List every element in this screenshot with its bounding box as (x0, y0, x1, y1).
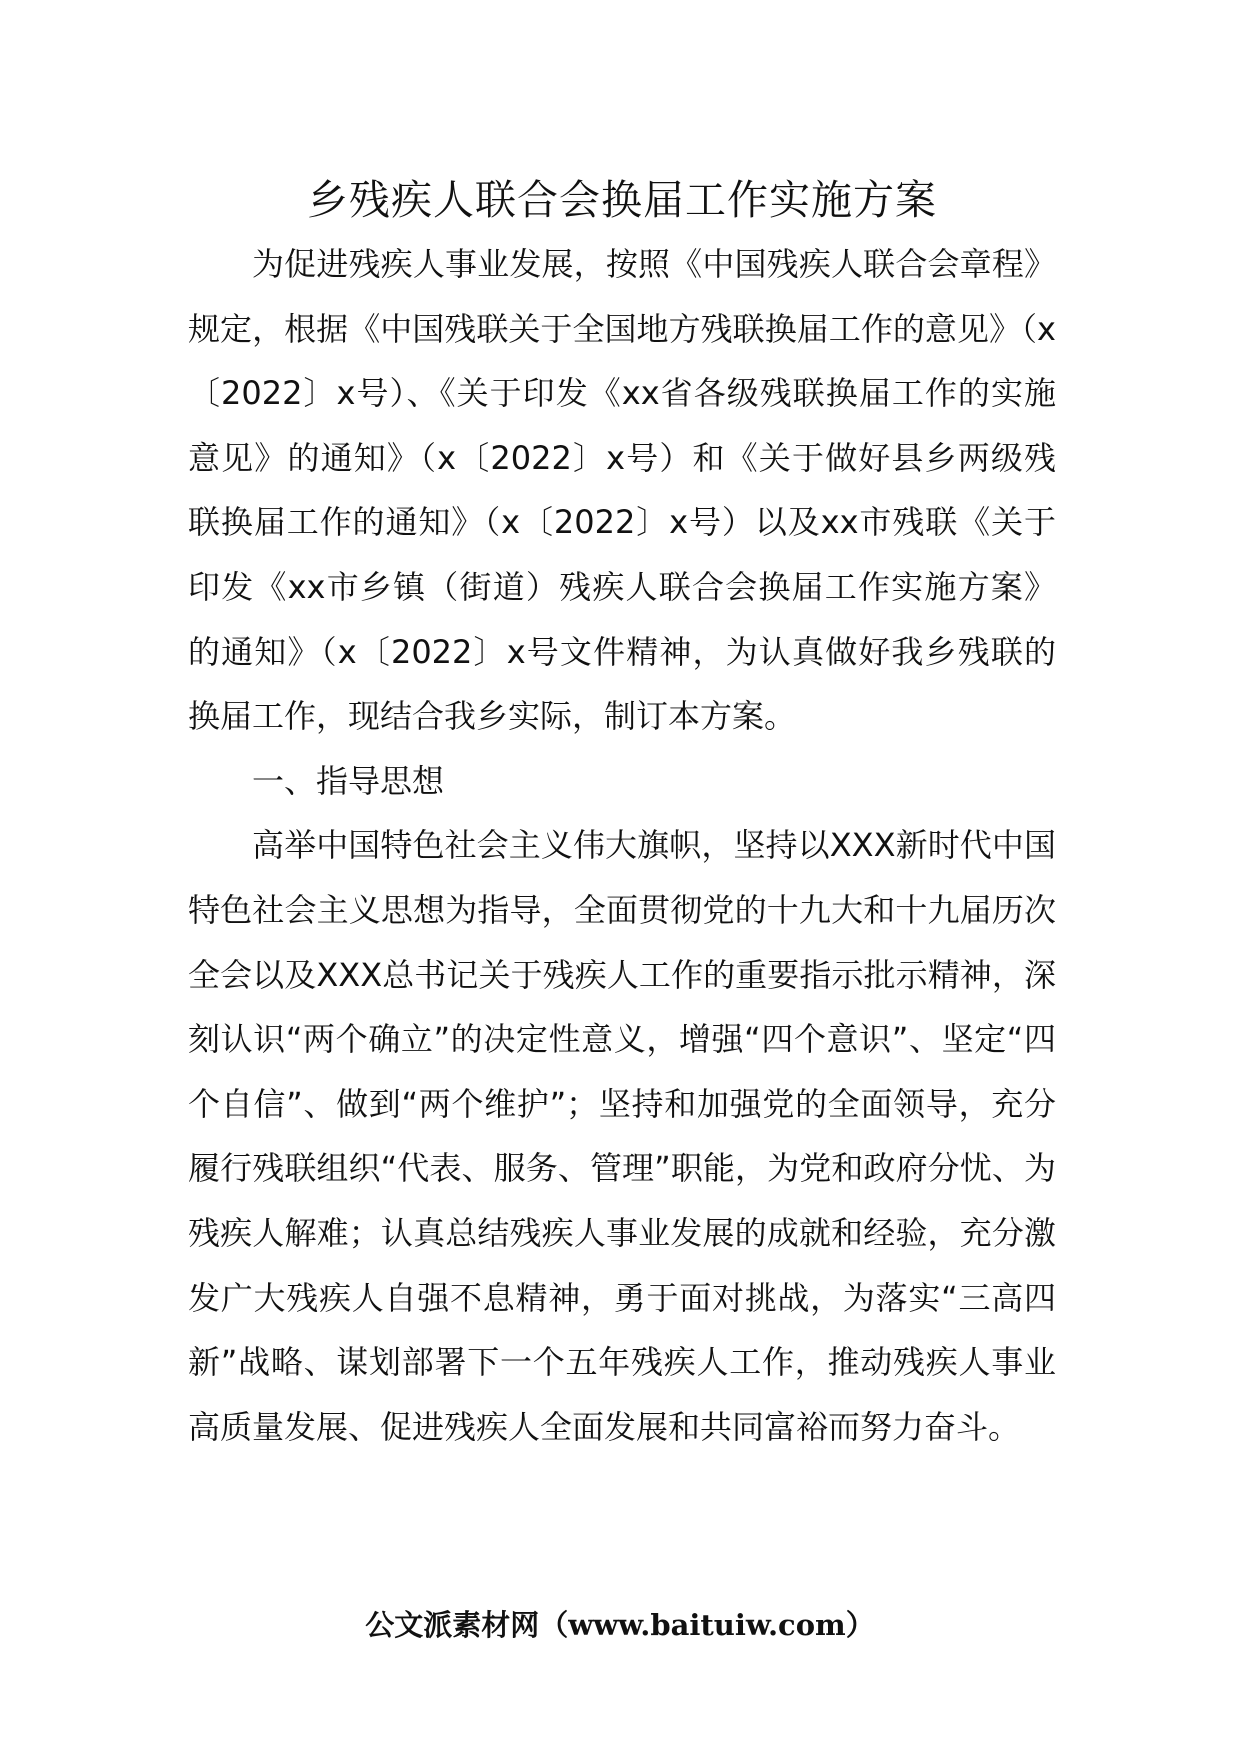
document-title: 乡残疾人联合会换届工作实施方案 (307, 176, 937, 224)
intro-paragraph: 为促进残疾人事业发展，按照《中国残疾人联合会章程》规定，根据《中国残联关于全国地方残联换届工作的意见》（x〔2022〕x号）、《关于印发《xx省各级残联换届工作的实施意见》的通知》（x〔2022〕x号）和《关于做好县乡两级残联换届工作的通知》（x〔2022〕x号）以及xx市残联《关于印发《xx市乡镇（街道）残疾人联合会换届工作实施方案》的通知》（x〔2022〕x号文件精神，为认真做好我乡残联的换届工作，现结合我乡实际，制订本方案。 (188, 245, 1056, 736)
guiding-ideology-paragraph: 高举中国特色社会主义伟大旗帜，坚持以XXX新时代中国特色社会主义思想为指导，全面贯彻党的十九大和十九届历次全会以及XXX总书记关于残疾人工作的重要指示批示精神，深刻认识“两个确立”的决定性意义，增强“四个意识”、坚定“四个自信”、做到“两个维护”；坚持和加强党的全面领导，充分履行残联组织“代表、服务、管理”职能，为党和政府分忧、为残疾人解难；认真总结残疾人事业发展的成就和经验，充分激发广大残疾人自强不息精神，勇于面对挑战，为落实“三高四新”战略、谋划部署下一个五年残疾人工作，推动残疾人事业高质量发展、促进残疾人全面发展和共同富裕而努力奋斗。 (188, 826, 1056, 1446)
footer-watermark: 公文派素材网（www.baituiw.com） (365, 1608, 875, 1642)
section-heading-guiding-ideology: 一、指导思想 (252, 761, 445, 800)
document-body (188, 232, 1056, 1459)
